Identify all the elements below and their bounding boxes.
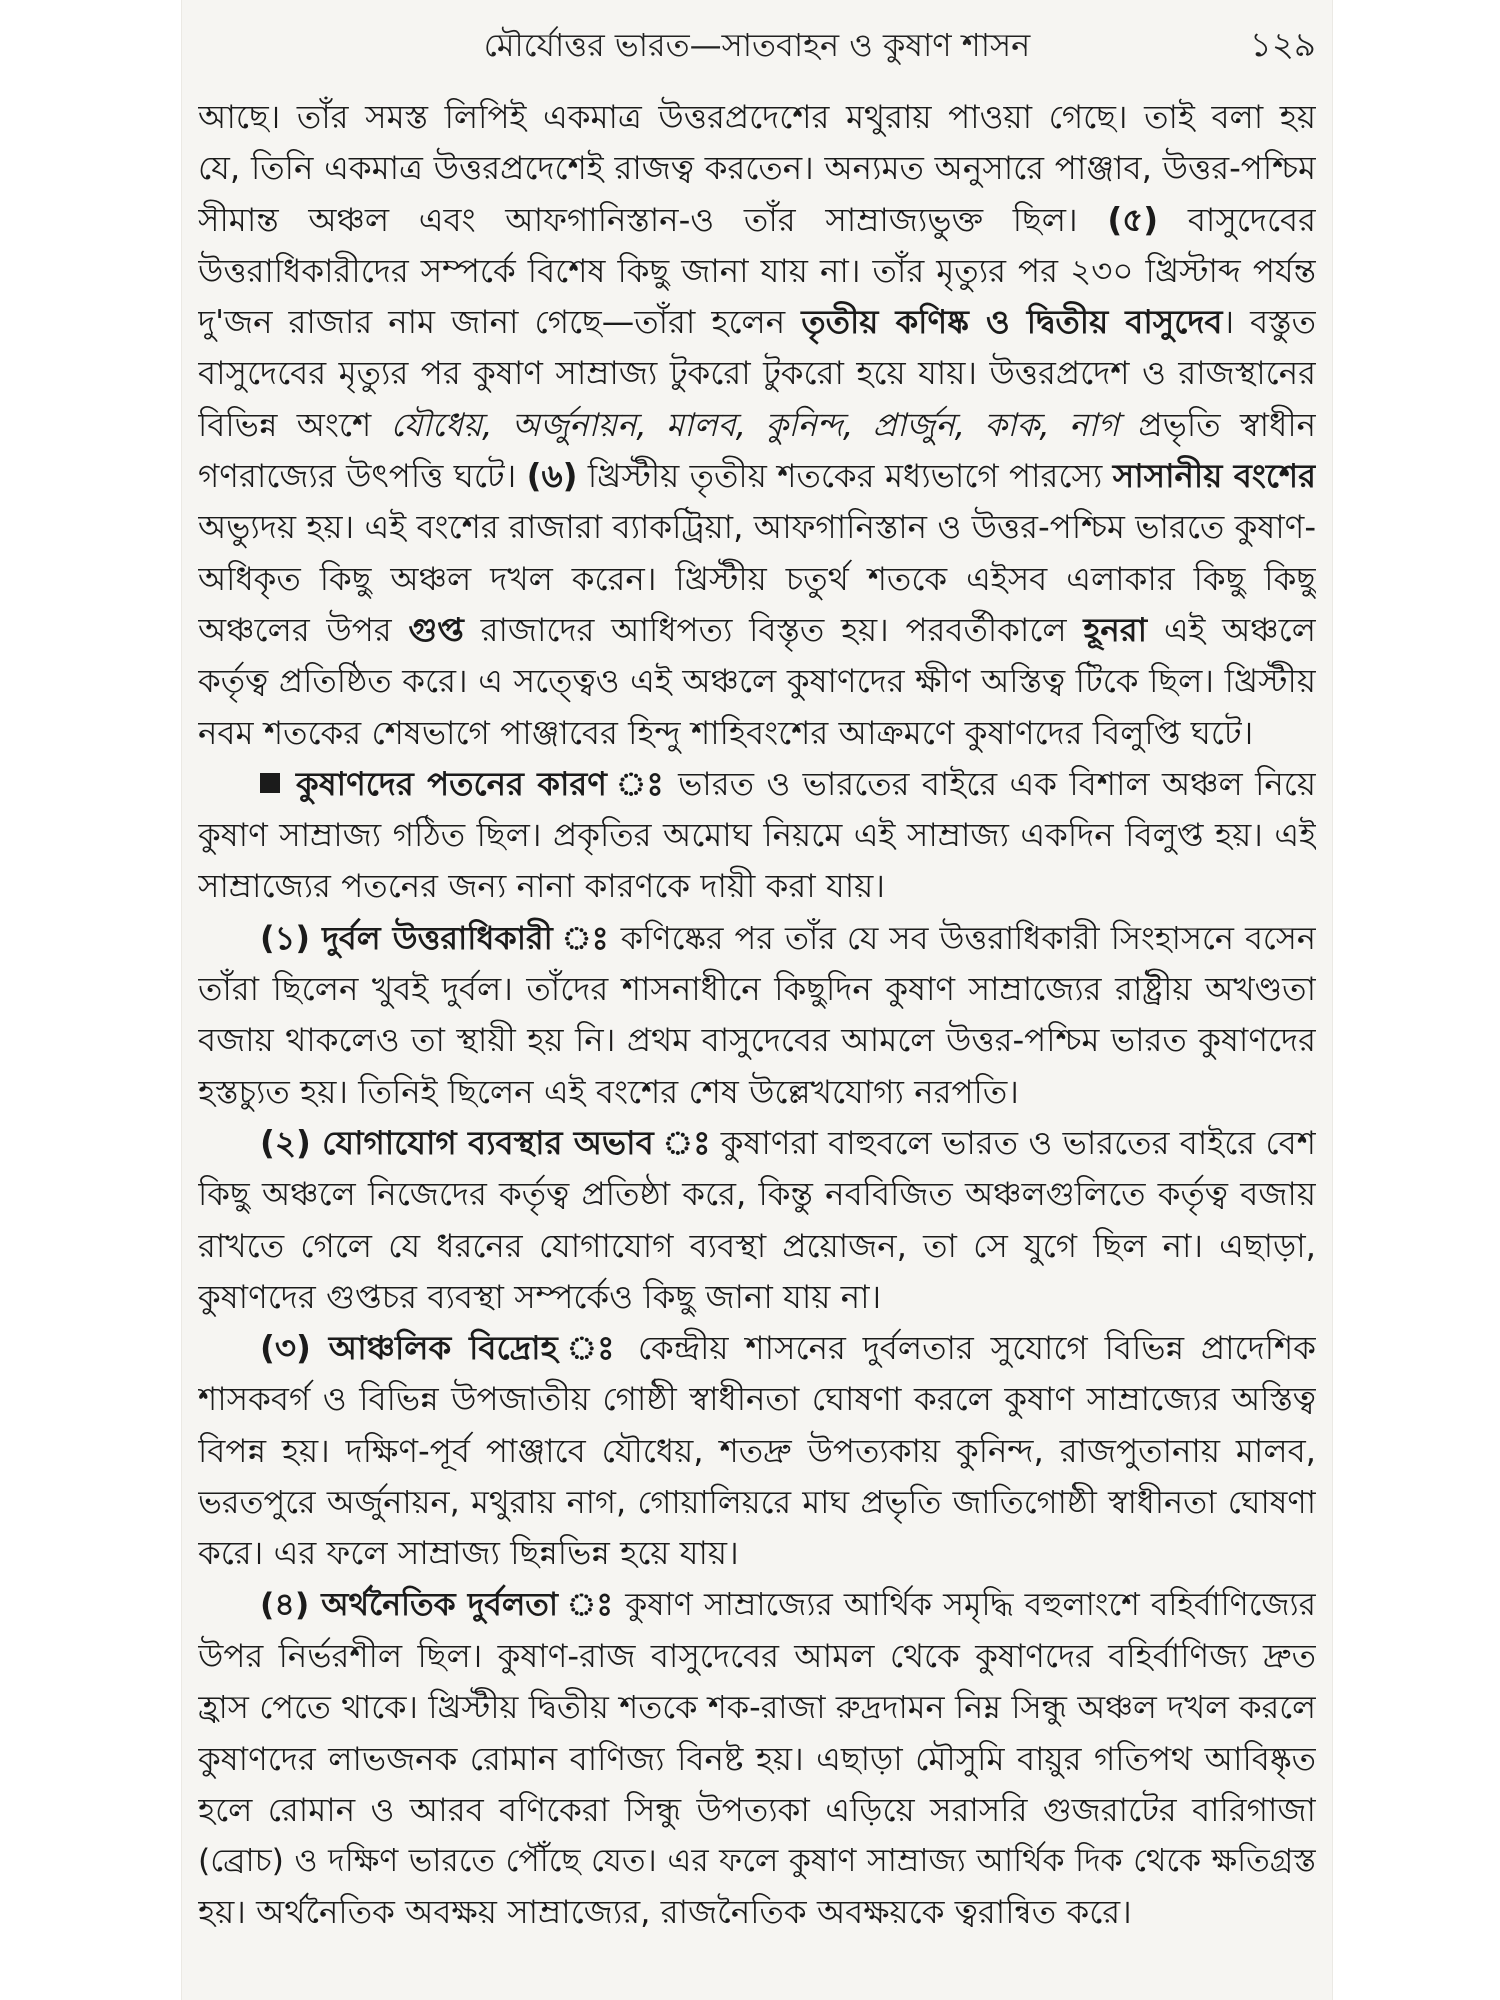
running-head: মৌর্যোত্তর ভারত—সাতবাহন ও কুষাণ শাসন <box>483 26 1031 64</box>
text-run: ভারত ও ভারতের বাইরে এক বিশাল অঞ্চল নিয়ে <box>678 764 1316 803</box>
list-marker: (৫) <box>1107 200 1159 239</box>
text-line <box>198 400 1316 451</box>
text-line: কিছু অঞ্চলে নিজেদের কর্তৃত্ব প্রতিষ্ঠা করে, কিন্তু নববিজিত অঞ্চলগুলিতে কর্তৃত্ব বজায় <box>198 1175 1316 1214</box>
emphasis-dynasty: সাসানীয় বংশের <box>1112 457 1316 496</box>
text-run: গণরাজ্যের উৎপত্তি ঘটে। <box>198 457 517 496</box>
text-line: অধিকৃত কিছু অঞ্চল দখল করেন। খ্রিস্টীয় চতুর্থ শতকে এইসব এলাকার কিছু কিছু <box>198 559 1316 598</box>
text-run: কেন্দ্রীয় শাসনের দুর্বলতার সুযোগে বিভিন্ন প্রাদেশিক <box>637 1329 1316 1368</box>
text-line <box>198 1118 1316 1169</box>
page-number: ১২৯ <box>1249 25 1316 65</box>
list-marker: (৬) <box>526 457 578 496</box>
italic-names: যৌধেয়, অর্জুনায়ন, মালব, কুনিন্দ, প্রার্জুন, কাক, নাগ <box>390 405 1120 444</box>
text-line: হলে রোমান ও আরব বণিকেরা সিন্ধু উপত্যকা এড়িয়ে সরাসরি গুজরাটের বারিগাজা <box>198 1790 1316 1829</box>
book-page <box>182 0 1332 2000</box>
emphasis-gupta: গুপ্ত <box>408 610 464 649</box>
text-line: কুষাণদের গুপ্তচর ব্যবস্থা সম্পর্কেও কিছু জানা যায় না। <box>198 1277 882 1316</box>
text-line: উপর নির্ভরশীল ছিল। কুষাণ-রাজ বাসুদেবের আমল থেকে কুষাণদের বহির্বাণিজ্য দ্রুত <box>198 1636 1316 1675</box>
page-header <box>198 18 1316 78</box>
text-line <box>198 297 1316 348</box>
text-run: বাসুদেবের <box>1187 200 1316 239</box>
paragraph-economic-weakness <box>198 1580 1316 1939</box>
text-line: হয়। অর্থনৈতিক অবক্ষয় সাম্রাজ্যের, রাজনৈতিক অবক্ষয়কে ত্বরান্বিত করে। <box>198 1893 1132 1932</box>
text-line: (ব্রোচ) ও দক্ষিণ ভারতে পৌঁছে যেত। এর ফলে কুষাণ সাম্রাজ্য আর্থিক দিক থেকে ক্ষতিগ্রস্ত <box>198 1843 1316 1880</box>
text-line: হ্রাস পেতে থাকে। খ্রিস্টীয় দ্বিতীয় শতকে শক-রাজা রুদ্রদামন নিম্ন সিন্ধু অঞ্চল দখল করলে <box>198 1688 1316 1727</box>
text-line: অভ্যুদয় হয়। এই বংশের রাজারা ব্যাকট্রিয়া, আফগানিস্তান ও উত্তর-পশ্চিম ভারতে কুষাণ- <box>198 508 1316 547</box>
text-run: কুষাণরা বাহুবলে ভারত ও ভারতের বাইরে বেশ <box>720 1123 1316 1162</box>
text-run: বিভিন্ন অংশে <box>198 405 372 444</box>
text-line: নবম শতকের শেষভাগে পাঞ্জাবের হিন্দু শাহিবংশের আক্রমণে কুষাণদের বিলুপ্তি ঘটে। <box>198 713 1254 752</box>
text-line <box>198 913 1316 964</box>
text-line: করে। এর ফলে সাম্রাজ্য ছিন্নভিন্ন হয়ে যায়। <box>198 1534 739 1573</box>
text-line: শাসকবর্গ ও বিভিন্ন উপজাতীয় গোষ্ঠী স্বাধীনতা ঘোষণা করলে কুষাণ সাম্রাজ্যের অস্তিত্ব <box>198 1380 1316 1419</box>
text-line <box>198 1580 1316 1631</box>
text-line: বাসুদেবের মৃত্যুর পর কুষাণ সাম্রাজ্য টুকরো টুকরো হয়ে যায়। উত্তরপ্রদেশ ও রাজস্থানের <box>198 354 1316 393</box>
text-run: । বস্তুত <box>1222 303 1316 342</box>
text-line <box>198 451 1316 502</box>
text-run: খ্রিস্টীয় তৃতীয় শতকের মধ্যভাগে পারস্যে <box>587 457 1103 496</box>
text-line <box>198 605 1316 656</box>
text-line: কুষাণ সাম্রাজ্য গঠিত ছিল। প্রকৃতির অমোঘ নিয়মে এই সাম্রাজ্য একদিন বিলুপ্ত হয়। এই <box>198 816 1316 855</box>
text-run: প্রভৃতি স্বাধীন <box>1138 405 1316 444</box>
text-line: কুষাণদের লাভজনক রোমান বাণিজ্য বিনষ্ট হয়। এছাড়া মৌসুমি বায়ুর গতিপথ আবিষ্কৃত <box>198 1739 1316 1778</box>
text-line: আছে। তাঁর সমস্ত লিপিই একমাত্র উত্তরপ্রদেশের মথুরায় পাওয়া গেছে। তাই বলা হয় <box>198 98 1316 136</box>
text-line <box>198 1323 1316 1374</box>
text-run: অঞ্চলের উপর <box>198 610 392 649</box>
text-line: বিপন্ন হয়। দক্ষিণ-পূর্ব পাঞ্জাবে যৌধেয়, শতদ্রু উপত্যকায় কুনিন্দ, রাজপুতানায় মালব, <box>198 1431 1316 1470</box>
text-line: বজায় থাকলেও তা স্থায়ী হয় নি। প্রথম বাসুদেবের আমলে উত্তর-পশ্চিম ভারত কুষাণদের <box>198 1021 1316 1060</box>
point-heading: (২) যোগাযোগ ব্যবস্থার অভাব ঃ <box>260 1123 711 1162</box>
point-heading: (১) দুর্বল উত্তরাধিকারী ঃ <box>260 918 610 957</box>
section-heading: কুষাণদের পতনের কারণ ঃ <box>296 764 666 803</box>
point-heading: (৩) আঞ্চলিক বিদ্রোহ ঃ <box>260 1329 621 1368</box>
paragraph-regional-revolt <box>198 1323 1316 1579</box>
text-line: রাখতে গেলে যে ধরনের যোগাযোগ ব্যবস্থা প্রয়োজন, তা সে যুগে ছিল না। এছাড়া, <box>198 1226 1316 1265</box>
text-line: হস্তচ্যুত হয়। তিনিই ছিলেন এই বংশের শেষ উল্লেখযোগ্য নরপতি। <box>198 1072 1019 1111</box>
text-line: উত্তরাধিকারীদের সম্পর্কে বিশেষ কিছু জানা যায় না। তাঁর মৃত্যুর পর ২৩০ খ্রিস্টাব্দ পর্যন্ত <box>198 251 1316 290</box>
point-heading: (৪) অর্থনৈতিক দুর্বলতা ঃ <box>260 1586 615 1623</box>
text-line <box>198 195 1316 246</box>
text-line: যে, তিনি একমাত্র উত্তরপ্রদেশেই রাজত্ব করতেন। অন্যমত অনুসারে পাঞ্জাব, উত্তর-পশ্চিম <box>198 149 1316 188</box>
text-line <box>198 759 1316 810</box>
emphasis-names: তৃতীয় কণিষ্ক ও দ্বিতীয় বাসুদেব <box>801 303 1223 342</box>
text-run: রাজাদের আধিপত্য বিস্তৃত হয়। পরবর্তীকালে <box>480 610 1067 649</box>
square-bullet-icon <box>260 773 280 793</box>
text-run: কণিষ্কের পর তাঁর যে সব উত্তরাধিকারী সিংহাসনে বসেন <box>620 918 1316 957</box>
text-run: দু'জন রাজার নাম জানা গেছে—তাঁরা হলেন <box>198 303 786 342</box>
text-run: এই অঞ্চলে <box>1163 610 1316 649</box>
text-line: সাম্রাজ্যের পতনের জন্য নানা কারণকে দায়ী করা যায়। <box>198 867 885 906</box>
text-line: তাঁরা ছিলেন খুবই দুর্বল। তাঁদের শাসনাধীনে কিছুদিন কুষাণ সাম্রাজ্যের রাষ্ট্রীয় অখণ্ডতা <box>198 970 1316 1009</box>
paragraph-decline-causes <box>198 759 1316 913</box>
paragraph-communication <box>198 1118 1316 1323</box>
body-text <box>198 92 1316 1939</box>
text-line: ভরতপুরে অর্জুনায়ন, মথুরায় নাগ, গোয়ালিয়রে মাঘ প্রভৃতি জাতিগোষ্ঠী স্বাধীনতা ঘোষণা <box>198 1483 1316 1522</box>
paragraph-weak-successors <box>198 913 1316 1118</box>
text-run: সীমান্ত অঞ্চল এবং আফগানিস্তান-ও তাঁর সাম্রাজ্যভুক্ত ছিল। <box>198 200 1078 239</box>
paragraph-continuation <box>198 92 1316 759</box>
text-run: কুষাণ সাম্রাজ্যের আর্থিক সমৃদ্ধি বহুলাংশে বহির্বাণিজ্যের <box>625 1586 1316 1623</box>
emphasis-huna: হূনরা <box>1083 610 1148 649</box>
text-line: কর্তৃত্ব প্রতিষ্ঠিত করে। এ সত্ত্বেও এই অঞ্চলে কুষাণদের ক্ষীণ অস্তিত্ব টিকে ছিল। খ্রিস্টীয় <box>198 662 1316 701</box>
